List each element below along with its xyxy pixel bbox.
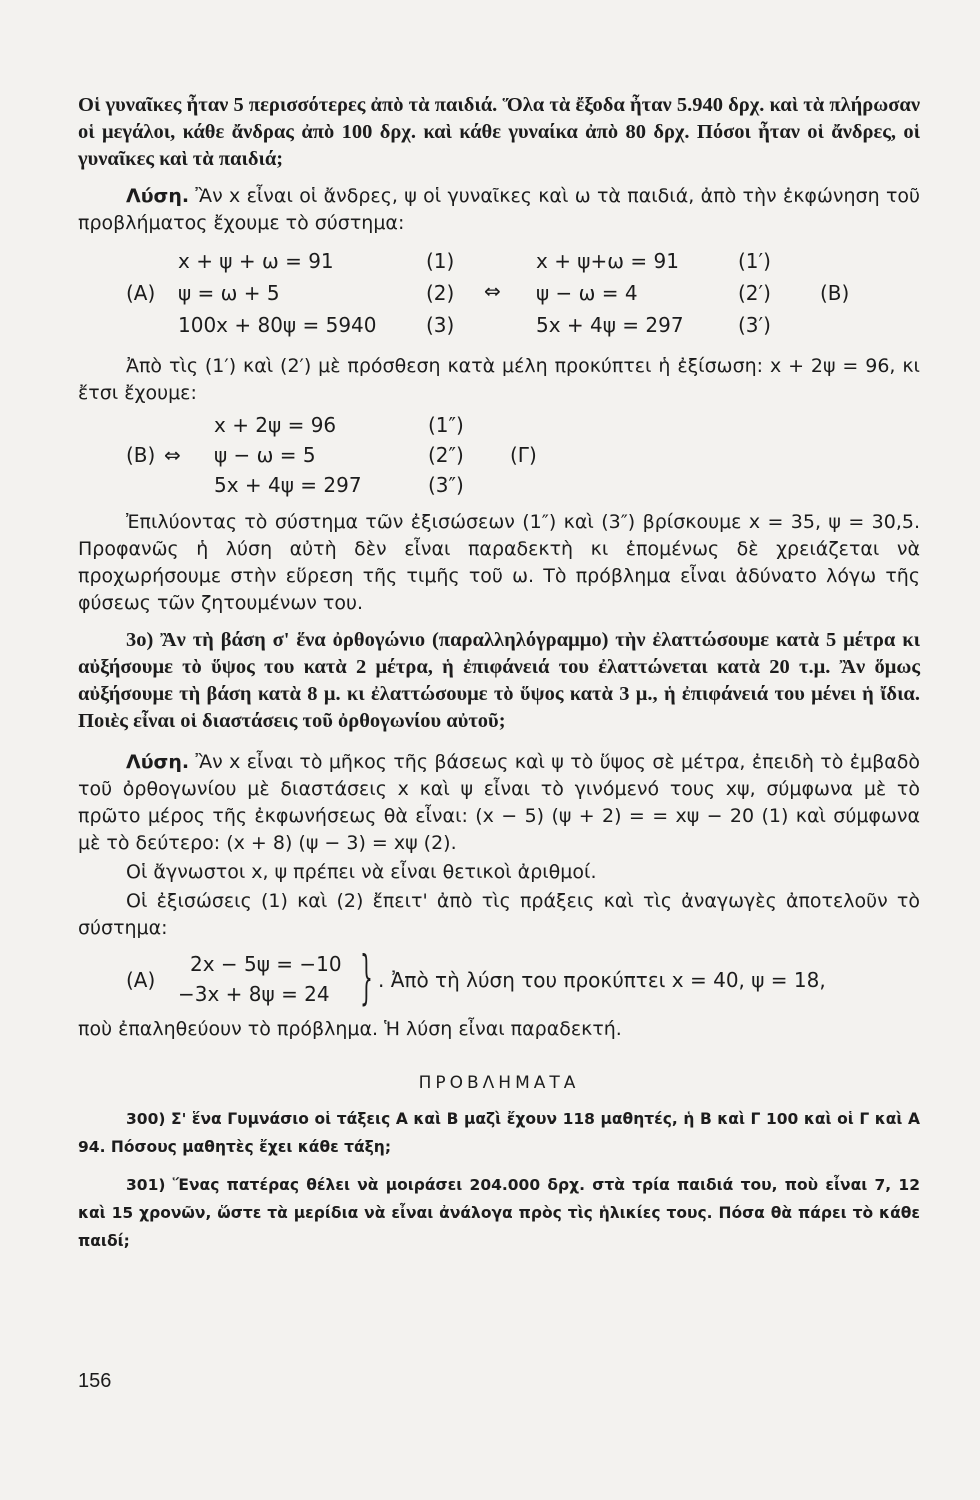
eq-1-prime: x + ψ+ω = 91 [536,249,679,273]
problem-300: 300) Σ' ἕνα Γυμνάσιο οἱ τάξεις Α καὶ Β μαζὶ ἔχουν 118 μαθητές, ἡ Β καὶ Γ 100 καὶ οἱ Γ καὶ Α 94. Πόσους μαθητὲς ἔχει κάθε τάξη; [78,1110,920,1156]
system-A-2 [78,943,920,1016]
system-A-label: (A) [126,281,156,305]
solution-2-label: Λύση. [126,751,190,773]
system-A2-result: . Ἀπὸ τὴ λύση του προκύπτει x = 40, ψ = 18, [378,968,826,992]
eq-3-prime-number: (3′) [738,313,771,337]
paragraph-6: Οἱ ἐξισώσεις (1) καὶ (2) ἔπειτ' ἀπὸ τὶς πράξεις καὶ τὶς ἀναγωγὲς ἀποτελοῦν τὸ σύστημα: [78,890,920,939]
equivalence-arrow-2: ⇔ [164,443,181,467]
brace: } [359,943,373,1011]
system-G-label: (Γ) [510,443,537,467]
eq-3-dprime-number: (3″) [428,473,464,497]
problem-3-paragraph: 3ο) Ἂν τὴ βάση σ' ἕνα ὀρθογώνιο (παραλληλόγραμμο) τὴν ἐλαττώσουμε κατὰ 5 μέτρα κι αὐξήσουμε τὸ ὕψος του κατὰ 2 μέτρα, ἡ ἐπιφάνειά του ἐλαττώνεται κατὰ 20 τ.μ. Ἂν ὅμως αὐξήσουμε τὴ βάση κατὰ 8 μ. κι ἐλαττώσουμε τὸ ὕψος κατὰ 3 μ., ἡ ἐπιφάνειά του μένει ἡ ἴδια. Ποιὲς εἶναι οἱ διαστάσεις τοῦ ὀρθογωνίου αὐτοῦ; [78,629,920,732]
eq-1-dprime-number: (1″) [428,413,464,437]
eq-2-number: (2) [426,281,455,305]
paragraph-3: Ἐπιλύοντας τὸ σύστημα τῶν ἐξισώσεων (1″) καὶ (3″) βρίσκουμε x = 35, ψ = 30,5. Προφανῶς ἡ λύση αὐτὴ δὲν εἶναι παραδεκτὴ κι ἑπομένως δὲ χρειάζεται νὰ προχωρήσουμε στὴν εὕρεση τῆς τιμῆς τοῦ ω. Τὸ πρόβλημα εἶναι ἀδύνατο λόγω τῆς φύσεως τῶν ζητουμένων του. [78,511,920,614]
paragraph-7: ποὺ ἐπαληθεύουν τὸ πρόβλημα. Ἡ λύση εἶναι παραδεκτή. [78,1018,622,1040]
eq-2: ψ = ω + 5 [178,281,280,305]
eq-2-dprime: ψ − ω = 5 [214,443,316,467]
eq-b: −3x + 8ψ = 24 [178,982,330,1006]
page-number: 156 [78,1370,112,1392]
system-A2-label: (A) [126,968,156,992]
system-B [78,411,920,503]
eq-1-prime-number: (1′) [738,249,771,273]
problem-301: 301) Ἕνας πατέρας θέλει νὰ μοιράσει 204.000 δρχ. στὰ τρία παιδιά του, ποὺ εἶναι 7, 12 καὶ 15 χρονῶν, ὥστε τὰ μερίδια νὰ εἶναι ἀνάλογα πρὸς τὶς ἡλικίες τους. Πόσα θὰ πάρει τὸ κάθε παιδί; [78,1176,920,1250]
equivalence-arrow: ⇔ [484,279,501,303]
eq-2-prime-number: (2′) [738,281,771,305]
solution-1-text: Ἂν x εἶναι οἱ ἄνδρες, ψ οἱ γυναῖκες καὶ ω τὰ παιδιά, ἀπὸ τὴν ἐκφώνηση τοῦ προβλήματος ἔχουμε τὸ σύστημα: [78,185,920,234]
eq-1-dprime: x + 2ψ = 96 [214,413,337,437]
eq-3-number: (3) [426,313,455,337]
eq-2-dprime-number: (2″) [428,443,464,467]
solution-2-paragraph [78,749,920,857]
eq-3-prime: 5x + 4ψ = 297 [536,313,684,337]
paragraph-2: Ἀπὸ τὶς (1′) καὶ (2′) μὲ πρόσθεση κατὰ μέλη προκύπτει ἡ ἐξίσωση: x + 2ψ = 96, κι ἔτσι ἔχουμε: [78,355,920,404]
system-A [78,245,920,345]
eq-a: 2x − 5ψ = −10 [190,952,342,976]
intro-paragraph: Οἱ γυναῖκες ἦταν 5 περισσότερες ἀπὸ τὰ παιδιά. Ὅλα τὰ ἔξοδα ἦταν 5.940 δρχ. καὶ τὰ πλήρωσαν οἱ μεγάλοι, κάθε ἄνδρας ἀπὸ 100 δρχ. καὶ κάθε γυναίκα ἀπὸ 80 δρχ. Πόσοι ἦταν οἱ ἄνδρες, οἱ γυναῖκες καὶ τὰ παιδιά; [78,94,920,170]
solution-2-text: Ἂν x εἶναι τὸ μῆκος τῆς βάσεως καὶ ψ τὸ ὕψος σὲ μέτρα, ἐπειδὴ τὸ ἐμβαδὸ τοῦ ὀρθογωνίου μὲ διαστάσεις x καὶ ψ εἶναι τὸ γινόμενό τους xψ, σύμφωνα μὲ τὸ πρῶτο μέρος τῆς ἐκφωνήσεως θὰ εἶναι: (x − 5) (ψ + 2) = = xψ − 20 (1) καὶ σύμφωνα μὲ τὸ δεύτερο: (x + 8) (ψ − 3) = xψ (2). [78,751,920,854]
eq-3: 100x + 80ψ = 5940 [178,313,377,337]
solution-1-paragraph [78,183,920,237]
problems-heading: ΠΡΟΒΛΗΜΑΤΑ [418,1073,580,1093]
eq-1: x + ψ + ω = 91 [178,249,334,273]
system-B-label: (B) [820,281,850,305]
eq-2-prime: ψ − ω = 4 [536,281,638,305]
solution-1-label: Λύση. [126,185,190,207]
paragraph-5: Οἱ ἄγνωστοι x, ψ πρέπει νὰ εἶναι θετικοὶ ἀριθμοί. [126,861,597,883]
system-B-label-2: (B) [126,443,156,467]
eq-1-number: (1) [426,249,455,273]
eq-3-dprime: 5x + 4ψ = 297 [214,473,362,497]
page-body [78,92,920,1255]
